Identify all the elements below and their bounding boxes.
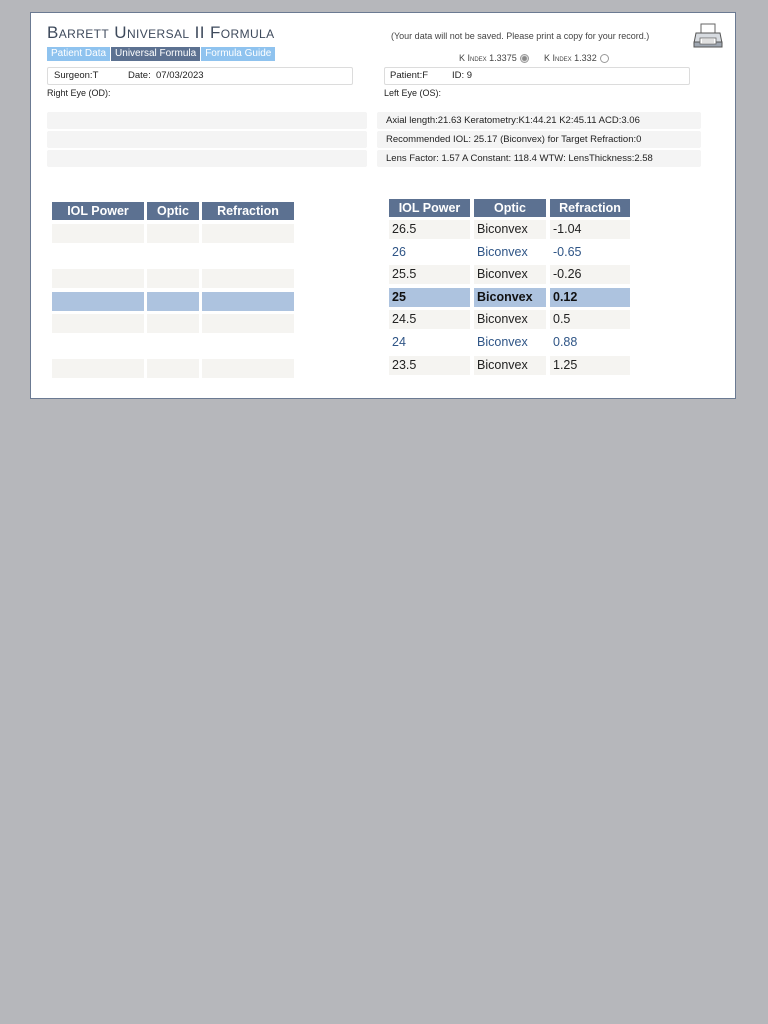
left-header-iol-power: IOL Power [389, 199, 470, 217]
left-eye-biometry: Axial length:21.63 Keratometry:K1:44.21 K2:45.11 ACD:3.06 [377, 112, 701, 129]
left-row-6-power: 24 [392, 335, 406, 349]
printer-icon[interactable] [693, 23, 723, 49]
right-row-4-optic [147, 292, 199, 311]
id-value: 9 [466, 70, 473, 81]
left-row-7-power: 23.5 [389, 356, 470, 375]
left-row-5-optic: Biconvex [474, 310, 546, 329]
left-row-7-refraction: 1.25 [550, 356, 630, 375]
right-row-7-optic [147, 359, 199, 378]
left-row-4-optic: Biconvex [474, 288, 546, 307]
right-row-5-optic [147, 314, 199, 333]
date-label: Date: [128, 70, 151, 81]
left-row-5-refraction: 0.5 [550, 310, 630, 329]
patient-info [384, 67, 690, 85]
surgeon-label: Surgeon: [54, 70, 93, 81]
right-row-7-power [52, 359, 144, 378]
left-eye-lens-factor: Lens Factor: 1.57 A Constant: 118.4 WTW: LensThickness:2.58 [377, 150, 701, 167]
left-header-optic: Optic [474, 199, 546, 217]
k-index-radio-2[interactable] [600, 54, 609, 63]
left-row-4-refraction: 0.12 [550, 288, 630, 307]
patient-value: F [422, 70, 429, 81]
k-index-option-1[interactable] [459, 53, 529, 63]
left-row-5-power: 24.5 [389, 310, 470, 329]
left-row-4-power: 25 [389, 288, 470, 307]
left-row-3-power: 25.5 [389, 265, 470, 284]
right-row-4-power [52, 292, 144, 311]
left-row-1-power: 26.5 [389, 220, 470, 239]
patient-label: Patient: [390, 70, 423, 81]
k-index-option-2-label: K Index 1.332 [544, 53, 597, 63]
right-row-1-power [52, 224, 144, 243]
left-row-2-optic: Biconvex [477, 245, 528, 259]
left-eye-recommended-iol: Recommended IOL: 25.17 (Biconvex) for Target Refraction:0 [377, 131, 701, 148]
left-header-refraction: Refraction [550, 199, 630, 217]
id-label: ID: [452, 70, 465, 81]
right-row-1-refraction [202, 224, 294, 243]
right-row-5-refraction [202, 314, 294, 333]
surgeon-value: T [92, 70, 99, 81]
left-row-3-refraction: -0.26 [550, 265, 630, 284]
k-index-radio-1[interactable] [520, 54, 529, 63]
k-index-option-2[interactable] [544, 53, 609, 63]
surgeon-info [47, 67, 353, 85]
right-eye-summary-3 [47, 150, 367, 167]
tab-formula-guide[interactable]: Formula Guide [201, 47, 275, 61]
tab-patient-data[interactable]: Patient Data [47, 47, 110, 61]
left-row-6-refraction: 0.88 [553, 335, 578, 349]
right-row-5-power [52, 314, 144, 333]
right-row-7-refraction [202, 359, 294, 378]
left-row-6-optic: Biconvex [477, 335, 528, 349]
date-value: 07/03/2023 [156, 70, 204, 81]
page-title: Barrett Universal II Formula [47, 23, 275, 42]
right-eye-summary-2 [47, 131, 367, 148]
left-eye-label: Left Eye (OS): [384, 88, 442, 98]
tab-bar [47, 47, 276, 61]
right-header-iol-power: IOL Power [52, 202, 144, 220]
left-row-1-optic: Biconvex [474, 220, 546, 239]
right-header-refraction: Refraction [202, 202, 294, 220]
save-notice: (Your data will not be saved. Please print a copy for your record.) [391, 31, 650, 41]
left-row-3-optic: Biconvex [474, 265, 546, 284]
right-row-3-power [52, 269, 144, 288]
right-row-3-refraction [202, 269, 294, 288]
right-eye-label: Right Eye (OD): [47, 88, 111, 98]
tab-universal-formula[interactable]: Universal Formula [111, 47, 200, 61]
right-row-1-optic [147, 224, 199, 243]
left-row-1-refraction: -1.04 [550, 220, 630, 239]
left-row-2-refraction: -0.65 [553, 245, 582, 259]
k-index-option-1-label: K Index 1.3375 [459, 53, 517, 63]
left-row-2-power: 26 [392, 245, 406, 259]
left-row-7-optic: Biconvex [474, 356, 546, 375]
formula-panel [30, 12, 736, 399]
right-row-4-refraction [202, 292, 294, 311]
right-eye-summary-1 [47, 112, 367, 129]
right-row-3-optic [147, 269, 199, 288]
right-header-optic: Optic [147, 202, 199, 220]
